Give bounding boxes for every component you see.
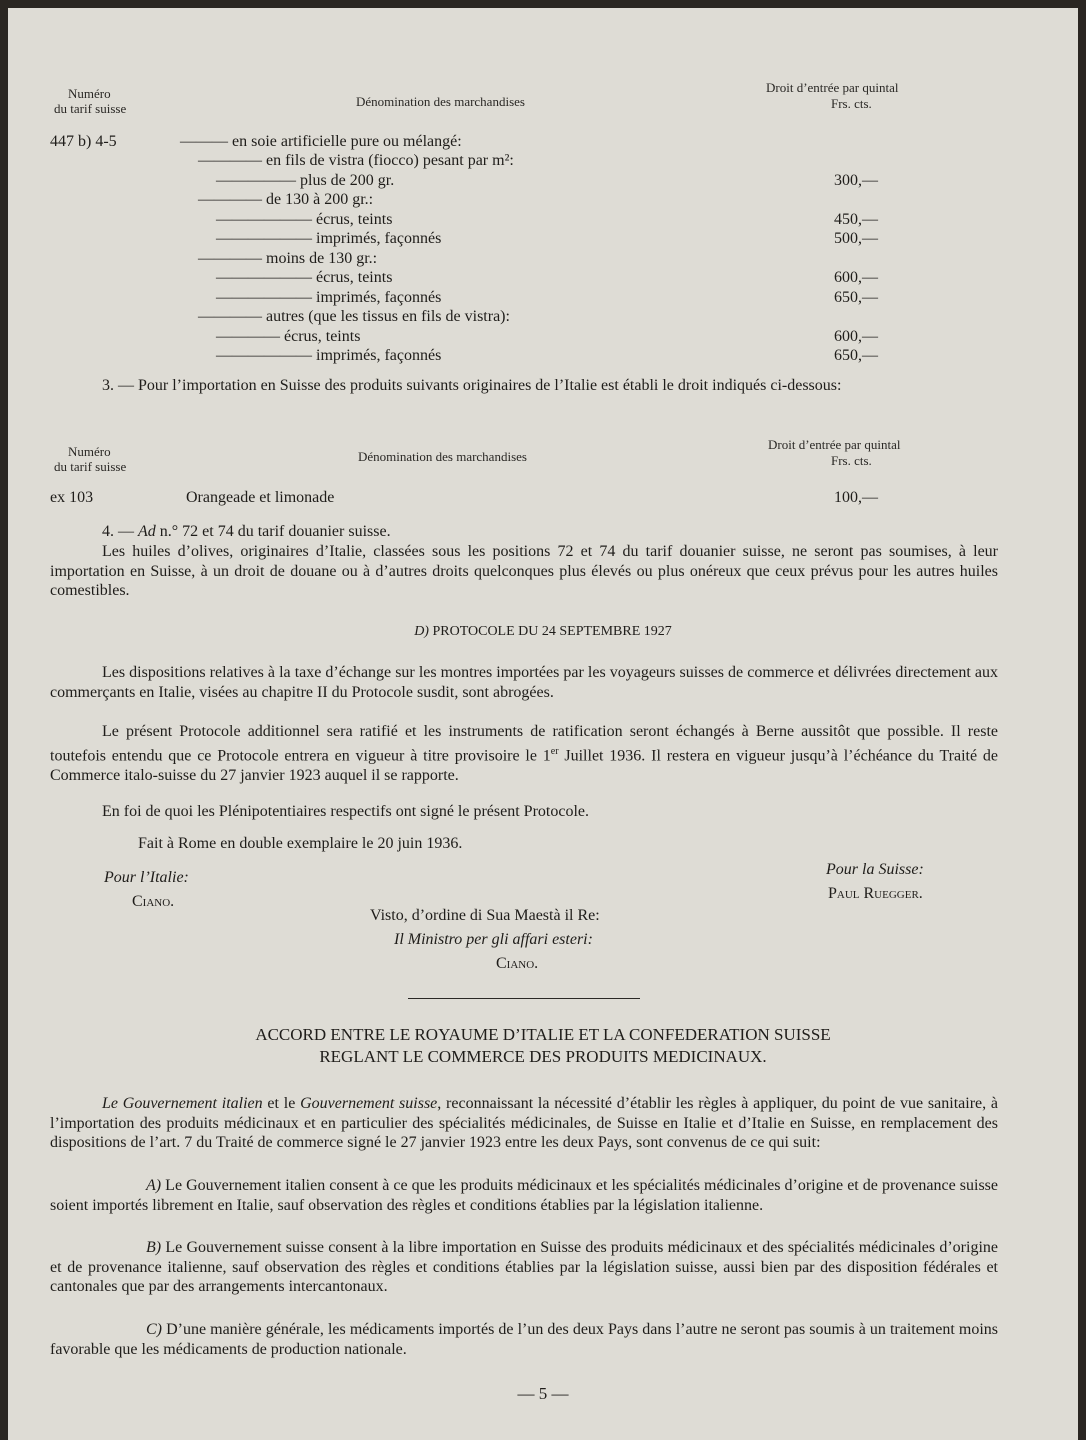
table1-row-text: ———— en fils de vistra (fiocco) pesant par m²: — [198, 152, 514, 169]
table1-header-duty-line2: Frs. cts. — [831, 96, 872, 111]
table1-row-text: —————— écrus, teints — [216, 269, 393, 286]
table1-row-text: ———— de 130 à 200 gr.: — [198, 191, 374, 208]
table1-row-price: 600,— — [834, 269, 878, 286]
table2-description: Orangeade et limonade — [186, 489, 335, 506]
visto-line: Visto, d’ordine di Sua Maestà il Re: — [370, 907, 600, 924]
table1-row-price: 300,— — [834, 172, 878, 189]
accord-introduction: Le Gouvernement italien et le Gouvernement suisse, reconnaissant la nécessité d’établir les règles à appliquer, du point de vue sanitaire, à l’importation des produits médicinaux et en particulier des spécialités médicinales, de Suisse en Italie et d’Italie en Suisse, en remplacement des dispositions de l’art. 7 du Traité de commerce signé le 27 janvier 1923 entre les deux Pays, sont convenus de ce qui suit: — [50, 1095, 999, 1152]
paragraph-4-body: Les huiles d’olives, originaires d’Italie, classées sous les positions 72 et 74 du tarif douanier suisse, ne seront pas soumises, à leur importation en Suisse, à un droit de douane ou à d’autres droits quelconques plus élevés ou plus onéreux que ceux prévus pour les autres huiles comestibles. — [50, 543, 998, 600]
signature-italy-label: Pour l’Italie: — [104, 869, 189, 886]
table2-header-number-line2: du tarif suisse — [54, 459, 127, 474]
table2-price: 100,— — [834, 489, 878, 506]
table2-header-duty-line1: Droit d’entrée par quintal — [768, 437, 901, 452]
table1-row-text: ———— autres (que les tissus en fils de vistra): — [198, 308, 510, 325]
accord-clause-a: A) Le Gouvernement italien consent à ce que les produits médicinaux et les spécialités médicinales d’origine et de provenance suisse soient importés librement en Italie, sauf observation des règles et conditions établies par la législation italienne. — [50, 1177, 998, 1214]
table1-row-price: 650,— — [834, 347, 878, 364]
page-number: — 5 — — [517, 1384, 569, 1403]
section-d-heading: D) PROTOCOLE DU 24 SEPTEMBRE 1927 — [414, 624, 672, 639]
signature-italy-name: Ciano. — [132, 893, 175, 910]
table1-row-text: —————— imprimés, façonnés — [216, 230, 442, 247]
table1-header-duty-line1: Droit d’entrée par quintal — [766, 80, 899, 95]
table2-header-duty-line2: Frs. cts. — [831, 453, 872, 468]
accord-title-line1: ACCORD ENTRE LE ROYAUME D’ITALIE ET LA CONFEDERATION SUISSE — [255, 1025, 831, 1044]
table1-row-text: ————— plus de 200 gr. — [216, 172, 395, 189]
accord-clause-b: B) Le Gouvernement suisse consent à la libre importation en Suisse des produits médicinaux et des spécialités médicinales d’origine et de provenance italienne, sauf observation des règles et conditions établies par la législation suisse, aussi bien par des disposition fédérales et cantonales que par des arrangements intercantonaux. — [50, 1239, 998, 1296]
accord-clause-c: C) D’une manière générale, les médicaments importés de l’un des deux Pays dans l’autre ne seront pas soumis à un traitement moins favorable que les médicaments de production nationale. — [50, 1321, 998, 1358]
table2-header-number-line1: Numéro — [68, 444, 111, 459]
table1-header-description: Dénomination des marchandises — [356, 94, 525, 109]
section-d-paragraph-2: Le présent Protocole additionnel sera ratifié et les instruments de ratification seront échangés à Berne aussitôt que possible. Il reste toutefois entendu que ce Protocole entrera en vigueur à titre provisoire le 1er Juillet 1936. Il restera en vigueur jusqu’à l’échéance du Traité de Commerce italo-suisse du 27 janvier 1923 auquel il se rapporte. — [50, 723, 999, 784]
table2-header-description: Dénomination des marchandises — [358, 449, 527, 464]
accord-title-line2: REGLANT LE COMMERCE DES PRODUITS MEDICINAUX. — [319, 1047, 767, 1066]
document-page — [8, 8, 1078, 1440]
section-d-paragraph-3: En foi de quoi les Plénipotentiaires respectifs ont signé le présent Protocole. — [102, 803, 589, 820]
table1-row-text: —————— écrus, teints — [216, 211, 393, 228]
section-d-place-date: Fait à Rome en double exemplaire le 20 juin 1936. — [138, 835, 463, 852]
paragraph-3: 3. — Pour l’importation en Suisse des produits suivants originaires de l’Italie est établi le droit indiqués ci-dessous: — [102, 377, 842, 394]
table1-row-text: ———— écrus, teints — [216, 328, 361, 345]
table2-tariff-code: ex 103 — [50, 489, 94, 506]
signature-swiss-label: Pour la Suisse: — [826, 861, 924, 878]
table1-row-price: 600,— — [834, 328, 878, 345]
table1-tariff-code: 447 b) 4-5 — [50, 133, 117, 150]
signature-swiss-name: Paul Ruegger. — [828, 885, 923, 902]
ministro-line: Il Ministro per gli affari esteri: — [394, 931, 593, 948]
table1-header-number-line2: du tarif suisse — [54, 101, 127, 116]
table1-row-price: 650,— — [834, 289, 878, 306]
table1-row-price: 500,— — [834, 230, 878, 247]
table1-header-number-line1: Numéro — [68, 86, 111, 101]
table1-row-price: 450,— — [834, 211, 878, 228]
table1-row-text: —————— imprimés, façonnés — [216, 347, 442, 364]
table1-row-text: ——— en soie artificielle pure ou mélangé: — [180, 133, 462, 150]
table1-row-text: —————— imprimés, façonnés — [216, 289, 442, 306]
section-divider — [408, 998, 640, 999]
ministro-name: Ciano. — [496, 955, 539, 972]
paragraph-4-heading: 4. — Ad n.° 72 et 74 du tarif douanier suisse. — [102, 523, 391, 540]
table1-row-text: ———— moins de 130 gr.: — [198, 250, 378, 267]
section-d-paragraph-1: Les dispositions relatives à la taxe d’échange sur les montres importées par les voyageurs suisses de commerce et délivrées directement aux commerçants en Italie, visées au chapitre II du Protocole susdit, sont abrogées. — [50, 664, 998, 701]
